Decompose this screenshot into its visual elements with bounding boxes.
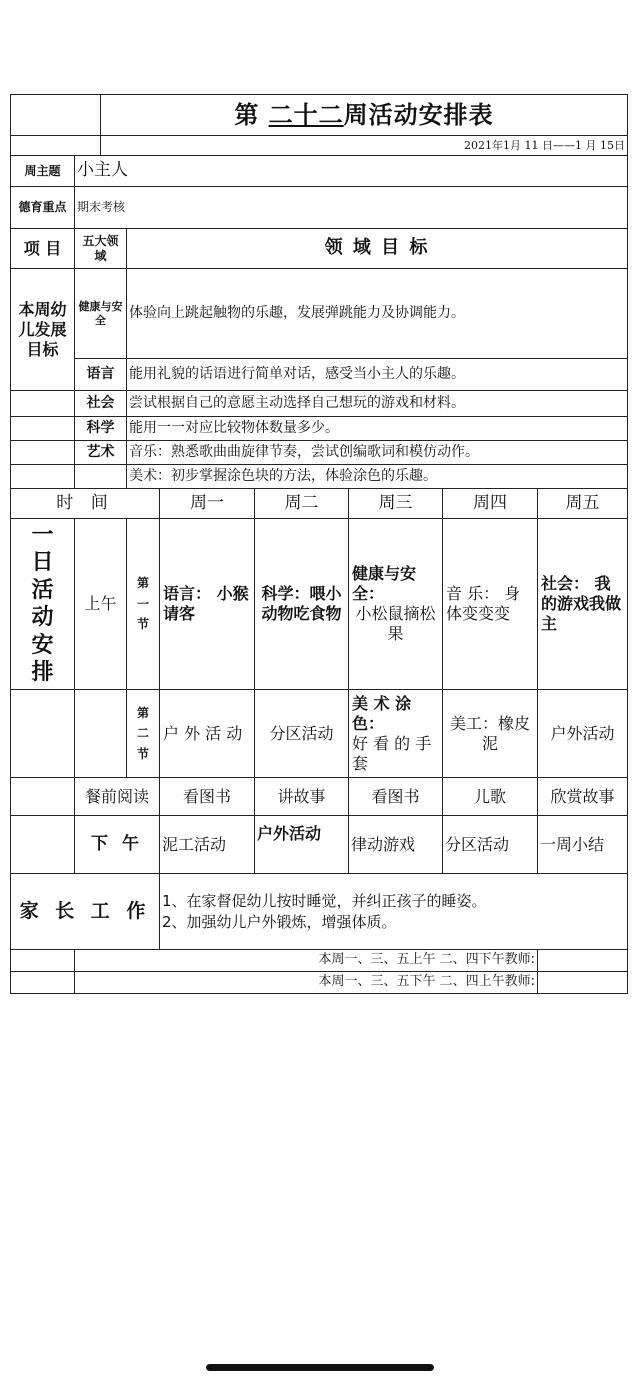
period1-label: 第一节 xyxy=(127,519,160,690)
domain-row-social xyxy=(11,391,628,417)
activity-thu-p2: 美工：橡皮泥 xyxy=(443,690,538,778)
afternoon-tue: 户外活动 xyxy=(255,816,349,874)
domain-goal: 美术：初步掌握涂色块的方法，体验涂色的乐趣。 xyxy=(127,465,628,489)
schedule-header-row xyxy=(11,489,628,519)
activity-mon-p1: 语言： 小猴请客 xyxy=(160,519,255,690)
weekly-dev-label: 本周幼儿发展目标 xyxy=(11,269,75,391)
teacher-name-blank xyxy=(538,950,628,972)
parents-label: 家 长 工 作 xyxy=(11,874,160,950)
teacher-line: 本周一、三、五上午 二、四下午教师: xyxy=(75,950,538,972)
activity-tue-p1: 科学：喂小动物吃食物 xyxy=(255,519,349,690)
week-number: 二十二 xyxy=(268,101,344,129)
morning-label: 上午 xyxy=(75,519,127,690)
time-header: 时 间 xyxy=(11,489,160,519)
domain-goal: 能用礼貌的话语进行简单对话，感受当小主人的乐趣。 xyxy=(127,359,628,391)
schedule-sheet xyxy=(10,94,627,994)
domain-name: 科学 xyxy=(75,417,127,441)
day-header: 周四 xyxy=(443,489,538,519)
parents-row xyxy=(11,874,628,950)
five-domains-header: 五大领域 xyxy=(75,229,127,269)
parents-content xyxy=(160,874,628,950)
domain-row-health xyxy=(11,269,628,359)
domain-goal: 音乐：熟悉歌曲曲旋律节奏，尝试创编歌词和模仿动作。 xyxy=(127,441,628,465)
day-header: 周五 xyxy=(538,489,628,519)
title-row xyxy=(11,95,628,136)
theme-label: 周主题 xyxy=(11,156,75,187)
domain-goal-header: 领 域 目 标 xyxy=(127,229,628,269)
moral-label: 德育重点 xyxy=(11,187,75,229)
day-header: 周一 xyxy=(160,489,255,519)
title-blank-cell xyxy=(11,95,101,136)
date-range: 2021年1月 11 日——1 月 15日 xyxy=(101,136,628,156)
parents-item: 2、加强幼儿户外锻炼，增强体质。 xyxy=(162,912,397,931)
activity-tue-p2: 分区活动 xyxy=(255,690,349,778)
activity-thu-p1: 音 乐： 身体变变变 xyxy=(443,519,538,690)
reading-wed: 看图书 xyxy=(349,778,443,816)
reading-fri: 欣赏故事 xyxy=(538,778,628,816)
reading-mon: 看图书 xyxy=(160,778,255,816)
period2-label: 第二节 xyxy=(127,690,160,778)
activity-fri-p2: 户外活动 xyxy=(538,690,628,778)
item-header: 项 目 xyxy=(11,229,75,269)
home-indicator[interactable] xyxy=(206,1364,434,1371)
activity-fri-p1: 社会： 我的游戏我做主 xyxy=(538,519,628,690)
moral-row xyxy=(11,187,628,229)
day-header: 周三 xyxy=(349,489,443,519)
domain-name xyxy=(75,465,127,489)
reading-thu: 儿歌 xyxy=(443,778,538,816)
theme-row xyxy=(11,156,628,187)
teacher-row-1 xyxy=(11,950,628,972)
afternoon-label: 下 午 xyxy=(75,816,160,874)
day-header: 周二 xyxy=(255,489,349,519)
date-row xyxy=(11,136,628,156)
moral-value: 期末考核 xyxy=(75,187,628,229)
parents-item: 1、在家督促幼儿按时睡觉，并纠正孩子的睡姿。 xyxy=(162,892,487,911)
reading-row xyxy=(11,778,628,816)
activity-wed-p1: 健康与安全： 小松鼠摘松果 xyxy=(349,519,443,690)
page-title: 第 二十二周活动安排表 xyxy=(101,95,628,136)
domain-goal: 体验向上跳起触物的乐趣，发展弹跳能力及协调能力。 xyxy=(127,269,628,359)
goals-header-row xyxy=(11,229,628,269)
domain-name: 健康与安全 xyxy=(75,269,127,359)
period2-row xyxy=(11,690,628,778)
afternoon-fri: 一周小结 xyxy=(538,816,628,874)
domain-name: 语言 xyxy=(75,359,127,391)
domain-name: 社会 xyxy=(75,391,127,417)
period1-row xyxy=(11,519,628,690)
domain-row-art xyxy=(11,441,628,465)
afternoon-wed: 律动游戏 xyxy=(349,816,443,874)
domain-row-language xyxy=(11,359,628,391)
afternoon-row xyxy=(11,816,628,874)
domain-row-science xyxy=(11,417,628,441)
domain-goal: 尝试根据自己的意愿主动选择自己想玩的游戏和材料。 xyxy=(127,391,628,417)
reading-tue: 讲故事 xyxy=(255,778,349,816)
theme-value: 小主人 xyxy=(75,156,628,187)
teacher-row-2 xyxy=(11,972,628,994)
domain-name: 艺术 xyxy=(75,441,127,465)
domain-row-art-2 xyxy=(11,465,628,489)
domain-goal: 能用一一对应比较物体数量多少。 xyxy=(127,417,628,441)
schedule-table xyxy=(10,94,628,994)
activity-mon-p2: 户 外 活 动 xyxy=(160,690,255,778)
reading-label: 餐前阅读 xyxy=(75,778,160,816)
teacher-line: 本周一、三、五下午 二、四上午教师: xyxy=(75,972,538,994)
afternoon-thu: 分区活动 xyxy=(443,816,538,874)
afternoon-mon: 泥工活动 xyxy=(160,816,255,874)
teacher-name-blank xyxy=(538,972,628,994)
activity-wed-p2: 美 术 涂色： 好 看 的 手 套 xyxy=(349,690,443,778)
daily-label: 一日活动安排 xyxy=(11,519,75,690)
